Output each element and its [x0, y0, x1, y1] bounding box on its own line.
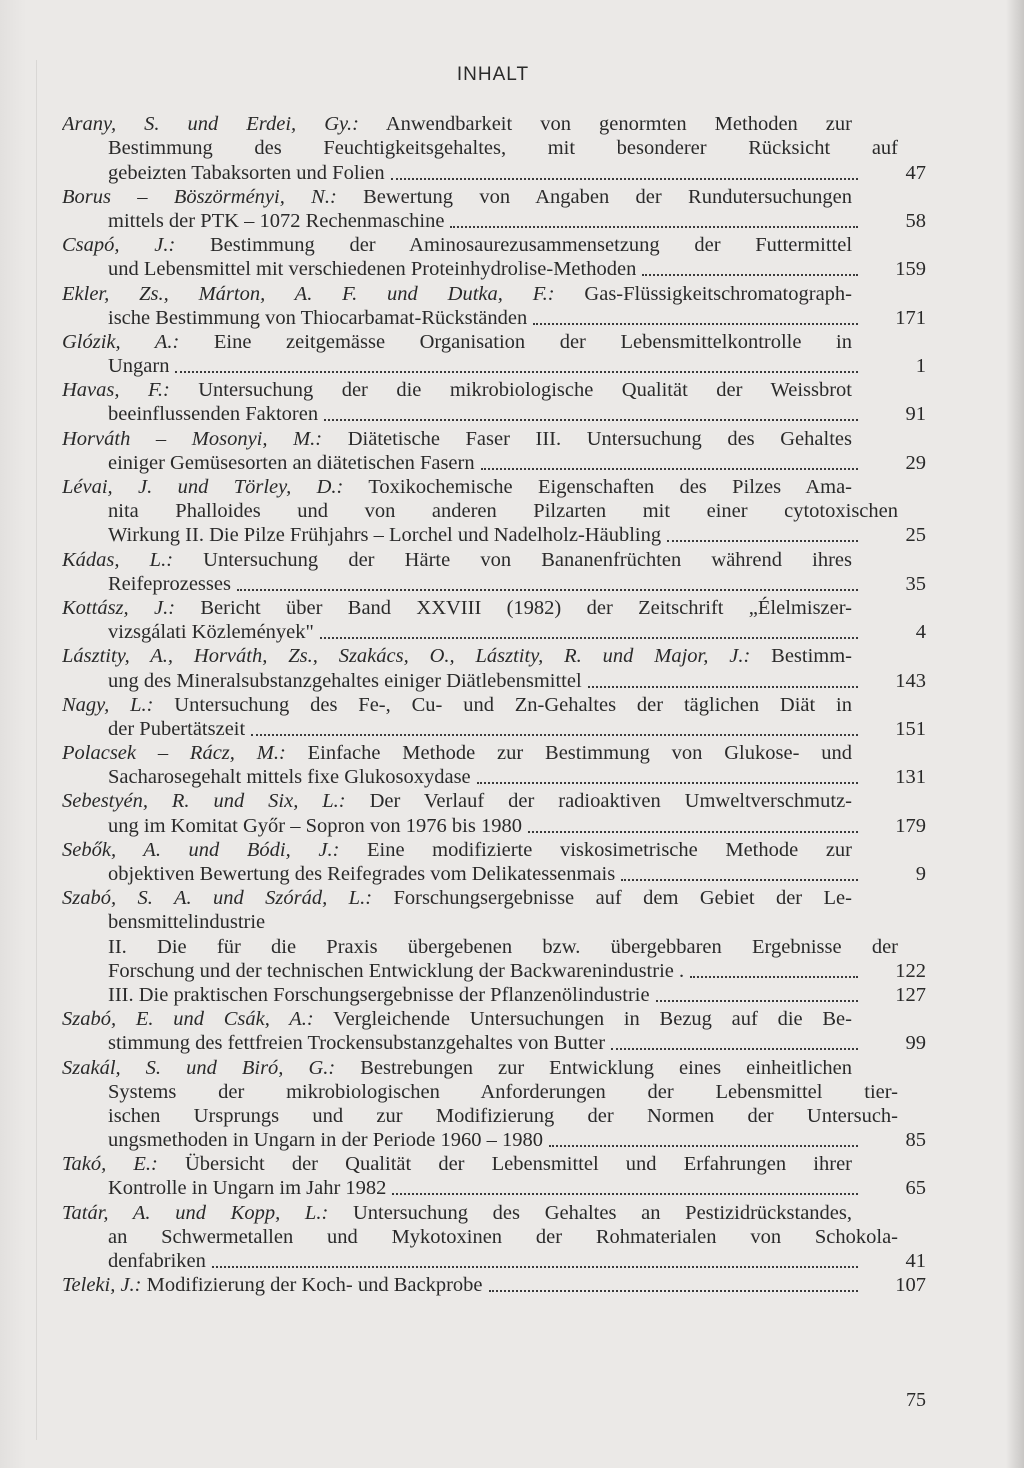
toc-line — [62, 209, 926, 233]
toc-page-number: 159 — [895, 258, 926, 281]
toc-line-text — [62, 161, 385, 185]
toc-line — [62, 1031, 926, 1055]
toc-line-text — [62, 1007, 852, 1031]
toc-line — [62, 451, 926, 475]
toc-line — [62, 983, 926, 1007]
toc-page-number: 91 — [905, 403, 926, 426]
toc-author: Borus – Böszörményi, N.: — [62, 185, 337, 208]
toc-line — [62, 717, 926, 741]
toc-title-text: Vergleichende Untersuchungen in Bezug auf die Be- — [313, 1008, 852, 1031]
toc-leader-dots — [656, 999, 858, 1002]
toc-line-text — [62, 1249, 206, 1273]
toc-line-text — [62, 596, 852, 620]
toc-title-text: vizsgálati Közlemények" — [108, 621, 314, 644]
toc-leader-dots — [533, 322, 858, 325]
toc-author: Havas, F.: — [62, 379, 170, 402]
toc-leader-dots — [481, 467, 858, 470]
page-number: 75 — [906, 1389, 926, 1411]
toc-line-text — [62, 402, 318, 426]
toc-page-number: 171 — [895, 306, 926, 329]
toc-author: Arany, S. und Erdei, Gy.: — [62, 113, 359, 136]
toc-title-text: bensmittelindustrie — [108, 911, 266, 934]
toc-page-number: 131 — [895, 766, 926, 789]
toc-title-text: der Pubertätszeit — [108, 717, 246, 740]
toc-line-text — [62, 693, 852, 717]
toc-title-text: Untersuchung des Fe-, Cu- und Zn-Gehaltes der täglichen Diät in — [153, 693, 852, 716]
toc-line-text — [62, 378, 852, 402]
toc-author: Szabó, S. A. und Szórád, L.: — [62, 887, 373, 910]
toc-line-text — [62, 717, 245, 741]
toc-line — [62, 596, 926, 620]
toc-line — [62, 644, 926, 668]
toc-line-text — [62, 427, 852, 451]
toc-line-text — [62, 1201, 852, 1225]
toc-author: Szabó, E. und Csák, A.: — [62, 1008, 314, 1031]
toc-line-text — [62, 814, 522, 838]
toc-line-text — [62, 354, 169, 378]
toc-title-text: Bestimmung des Feuchtigkeitsgehaltes, mit besonderer Rücksicht auf — [108, 137, 898, 160]
toc-title-text: Wirkung II. Die Pilze Frühjahrs – Lorchel und Nadelholz-Häubling — [108, 524, 662, 547]
toc-line-text — [62, 959, 684, 983]
toc-title-text: Untersuchung des Gehaltes an Pestizidrückstandes, — [328, 1201, 852, 1224]
page-left-edge — [0, 0, 26, 1468]
toc-line-text — [62, 306, 527, 330]
toc-line-text — [62, 1056, 852, 1080]
toc-title-text: und Lebensmittel mit verschiedenen Proteinhydrolise-Methoden — [108, 258, 637, 281]
toc-author: Lásztity, A., Horváth, Zs., Szakács, O., Lásztity, R. und Major, J.: — [62, 645, 751, 668]
page-right-edge — [1006, 0, 1024, 1468]
toc-leader-dots — [237, 588, 858, 591]
toc-author: Tatár, A. und Kopp, L.: — [62, 1201, 329, 1224]
toc-line — [62, 1080, 926, 1104]
toc-line — [62, 934, 926, 958]
toc-line — [62, 426, 926, 450]
toc-title-text: objektiven Bewertung des Reifegrades vom Delikatessenmais — [108, 863, 616, 885]
toc-line-text — [62, 644, 852, 668]
toc-title-text: Anwendbarkeit von genormten Methoden zur — [358, 113, 852, 136]
toc-line-text — [62, 233, 852, 257]
toc-page-number: 4 — [915, 621, 926, 644]
toc-page-number: 179 — [895, 814, 926, 837]
toc-author: Takó, E.: — [62, 1153, 158, 1176]
toc-title-text: Untersuchung der die mikrobiologische Qualität der Weissbrot — [169, 379, 852, 402]
toc-author: Csapó, J.: — [62, 234, 176, 257]
toc-line — [62, 765, 926, 789]
toc-title-text: Einfache Methode zur Bestimmung von Glukose- und — [285, 742, 852, 765]
toc-line — [62, 499, 926, 523]
toc-line — [62, 813, 926, 837]
toc-line-text — [62, 983, 650, 1007]
toc-author: Sebestyén, R. und Six, L.: — [62, 790, 346, 813]
toc-line — [62, 402, 926, 426]
toc-leader-dots — [477, 781, 858, 784]
toc-line — [62, 1128, 926, 1152]
toc-leader-dots — [392, 1192, 858, 1195]
toc-title-text: Übersicht der Qualität der Lebensmittel und Erfahrungen ihrer — [157, 1153, 852, 1176]
toc-title-text: Reifeprozesses — [108, 572, 231, 595]
toc-line — [62, 668, 926, 692]
toc-title-text: Kontrolle in Ungarn im Jahr 1982 — [108, 1177, 387, 1200]
toc-page-number: 29 — [905, 451, 926, 474]
toc-line-text — [62, 185, 852, 209]
toc-line-text — [62, 1225, 898, 1249]
toc-title-text: Systems der mikrobiologischen Anforderungen der Lebensmittel tier- — [108, 1080, 898, 1103]
toc-author: Sebők, A. und Bódi, J.: — [62, 838, 340, 861]
toc-title-text: Eine zeitgemässe Organisation der Lebensmittelkontrolle in — [179, 330, 852, 353]
toc-leader-dots — [391, 177, 858, 180]
toc-title-text: Sacharosegehalt mittels fixe Glukosoxydase — [108, 766, 471, 789]
toc-line — [62, 572, 926, 596]
toc-line-text — [62, 112, 852, 136]
toc-line — [62, 136, 926, 160]
toc-line — [62, 959, 926, 983]
toc-line-text — [62, 1273, 483, 1297]
toc-title-text: Der Verlauf der radioaktiven Umweltverschmutz- — [345, 790, 852, 813]
toc-title-text: Bericht über Band XXVIII (1982) der Zeitschrift „Élelmiszer- — [175, 596, 852, 619]
toc-title-text: II. Die für die Praxis übergebenen bzw. übergebbaren Ergebnisse der — [108, 935, 898, 958]
toc-title-text: Untersuchung der Härte von Bananenfrüchten während ihres — [173, 548, 852, 571]
toc-title-text: Diätetische Faser III. Untersuchung des Gehaltes — [322, 427, 852, 450]
toc-line-text — [62, 935, 898, 959]
toc-title-text: mittels der PTK – 1072 Rechenmaschine — [108, 209, 445, 232]
toc-line-text — [62, 282, 852, 306]
toc-title-text: einiger Gemüsesorten an diätetischen Fasern — [108, 451, 475, 474]
toc-line — [62, 1055, 926, 1079]
toc-page-number: 1 — [915, 355, 926, 378]
toc-title-text: Bewertung von Angaben der Rundutersuchungen — [336, 185, 852, 208]
toc-line-text — [62, 862, 615, 886]
toc-line — [62, 1200, 926, 1224]
table-of-contents — [62, 112, 926, 1297]
toc-line-text — [62, 136, 898, 160]
toc-line-text — [62, 330, 852, 354]
toc-author: Szakál, S. und Biró, G.: — [62, 1056, 336, 1079]
toc-author: Kádas, L.: — [62, 548, 174, 571]
toc-author: Lévai, J. und Törley, D.: — [62, 476, 344, 498]
toc-line-text — [62, 257, 636, 281]
toc-leader-dots — [690, 975, 858, 978]
toc-leader-dots — [642, 273, 858, 276]
toc-title-text: Toxikochemische Eigenschaften des Pilzes Ama- — [343, 476, 852, 498]
toc-author: Teleki, J.: — [62, 1274, 142, 1297]
toc-line-text — [62, 789, 852, 813]
toc-line — [62, 910, 926, 934]
toc-page-number: 107 — [895, 1274, 926, 1297]
toc-line — [62, 475, 926, 499]
toc-title-text: ungsmethoden in Ungarn in der Periode 1960 – 1980 — [108, 1129, 543, 1152]
toc-line — [62, 789, 926, 813]
toc-line — [62, 257, 926, 281]
toc-line-text — [62, 1104, 898, 1128]
toc-leader-dots — [212, 1265, 858, 1268]
toc-leader-dots — [175, 370, 858, 373]
toc-line — [62, 838, 926, 862]
toc-line-text — [62, 910, 898, 934]
toc-line-text — [62, 1031, 605, 1055]
toc-leader-dots — [320, 636, 858, 639]
toc-line-text — [62, 741, 852, 765]
toc-line-text — [62, 886, 852, 910]
toc-page-number: 58 — [905, 209, 926, 232]
toc-line — [62, 354, 926, 378]
toc-line — [62, 185, 926, 209]
toc-leader-dots — [251, 733, 858, 736]
toc-line-text — [62, 1152, 852, 1176]
toc-title-text: Forschungsergebnisse auf dem Gebiet der Le- — [372, 887, 852, 910]
toc-author: Kottász, J.: — [62, 596, 176, 619]
toc-line — [62, 330, 926, 354]
toc-line-text — [62, 451, 475, 475]
toc-line-text — [62, 572, 231, 596]
toc-line — [62, 281, 926, 305]
toc-line-text — [62, 1128, 543, 1152]
toc-line — [62, 112, 926, 136]
toc-title-text: an Schwermetallen und Mykotoxinen der Rohmaterialen von Schokola- — [108, 1225, 898, 1248]
toc-page-number: 143 — [895, 669, 926, 692]
toc-line — [62, 886, 926, 910]
toc-page-number: 35 — [905, 572, 926, 595]
toc-line — [62, 1176, 926, 1200]
toc-title-text: gebeizten Tabaksorten und Folien — [108, 161, 385, 184]
page-title: INHALT — [456, 64, 530, 85]
toc-line — [62, 620, 926, 644]
toc-page-number: 85 — [905, 1129, 926, 1152]
toc-line-text — [62, 1176, 386, 1200]
toc-line-text — [62, 620, 314, 644]
toc-title-text: Bestimmung der Aminosaurezusammensetzung der Futtermittel — [175, 234, 852, 257]
toc-line — [62, 1225, 926, 1249]
toc-title-text: Forschung und der technischen Entwicklung der Backwarenindustrie . — [108, 959, 685, 982]
toc-title-text: nita Phalloides und von anderen Pilzarten mit einer cytotoxischen — [108, 500, 898, 523]
toc-title-text: III. Die praktischen Forschungsergebnisse der Pflanzenölindustrie — [108, 983, 650, 1006]
toc-author: Ekler, Zs., Márton, A. F. und Dutka, F.: — [62, 282, 555, 305]
toc-leader-dots — [324, 418, 858, 421]
toc-author: Nagy, L.: — [62, 693, 154, 716]
toc-author: Horváth – Mosonyi, M.: — [62, 427, 323, 450]
toc-title-text: ische Bestimmung von Thiocarbamat-Rückständen — [108, 306, 528, 329]
toc-line — [62, 547, 926, 571]
toc-page-number: 65 — [905, 1177, 926, 1200]
toc-line — [62, 523, 926, 547]
toc-page-number: 25 — [905, 524, 926, 547]
toc-title-text: ung des Mineralsubstanzgehaltes einiger Diätlebensmittel — [108, 669, 582, 692]
toc-title-text: ung im Komitat Győr – Sopron von 1976 bis 1980 — [108, 814, 522, 837]
toc-leader-dots — [528, 830, 858, 833]
toc-leader-dots — [621, 878, 858, 881]
toc-line-text — [62, 523, 661, 547]
toc-title-text: Gas-Flüssigkeitschromatograph- — [554, 282, 852, 305]
toc-line — [62, 306, 926, 330]
toc-line-text — [62, 209, 444, 233]
toc-page-number: 99 — [905, 1032, 926, 1055]
toc-title-text: denfabriken — [108, 1250, 206, 1272]
toc-author: Glózik, A.: — [62, 330, 180, 353]
toc-title-text: Ungarn — [108, 355, 170, 378]
toc-line — [62, 693, 926, 717]
toc-title-text: Bestrebungen zur Entwicklung eines einheitlichen — [335, 1056, 852, 1079]
toc-line-text — [62, 1080, 898, 1104]
toc-line — [62, 1273, 926, 1297]
toc-leader-dots — [667, 539, 858, 542]
toc-title-text: stimmung des fettfreien Trockensubstanzgehaltes von Butter — [108, 1032, 606, 1055]
toc-page-number: 127 — [895, 983, 926, 1006]
toc-title-text: Bestimm- — [750, 645, 852, 668]
toc-author: Polacsek – Rácz, M.: — [62, 742, 286, 765]
toc-title-text: beeinflussenden Faktoren — [108, 403, 319, 426]
toc-line-text — [62, 838, 852, 862]
toc-page-number: 122 — [895, 959, 926, 982]
toc-line — [62, 741, 926, 765]
toc-page-number: 47 — [905, 161, 926, 184]
toc-line — [62, 233, 926, 257]
toc-line — [62, 1152, 926, 1176]
page-fold-line — [36, 60, 37, 1440]
toc-line — [62, 378, 926, 402]
toc-line — [62, 862, 926, 886]
toc-title-text: Modifizierung der Koch- und Backprobe — [141, 1274, 483, 1297]
toc-title-text: ischen Ursprungs und zur Modifizierung der Normen der Untersuch- — [108, 1104, 898, 1127]
toc-page-number: 41 — [905, 1250, 926, 1272]
toc-line-text — [62, 765, 471, 789]
toc-line-text — [62, 669, 582, 693]
toc-line-text — [62, 499, 898, 523]
toc-line — [62, 160, 926, 184]
toc-line — [62, 1249, 926, 1273]
toc-line-text — [62, 548, 852, 572]
toc-leader-dots — [549, 1144, 858, 1147]
toc-leader-dots — [450, 225, 858, 228]
toc-leader-dots — [489, 1289, 858, 1292]
toc-line — [62, 1007, 926, 1031]
toc-leader-dots — [588, 685, 858, 688]
toc-page-number: 9 — [915, 863, 926, 885]
toc-leader-dots — [611, 1047, 858, 1050]
toc-page-number: 151 — [895, 717, 926, 740]
toc-line — [62, 1104, 926, 1128]
toc-title-text: Eine modifizierte viskosimetrische Methode zur — [339, 838, 852, 861]
toc-line-text — [62, 475, 852, 499]
